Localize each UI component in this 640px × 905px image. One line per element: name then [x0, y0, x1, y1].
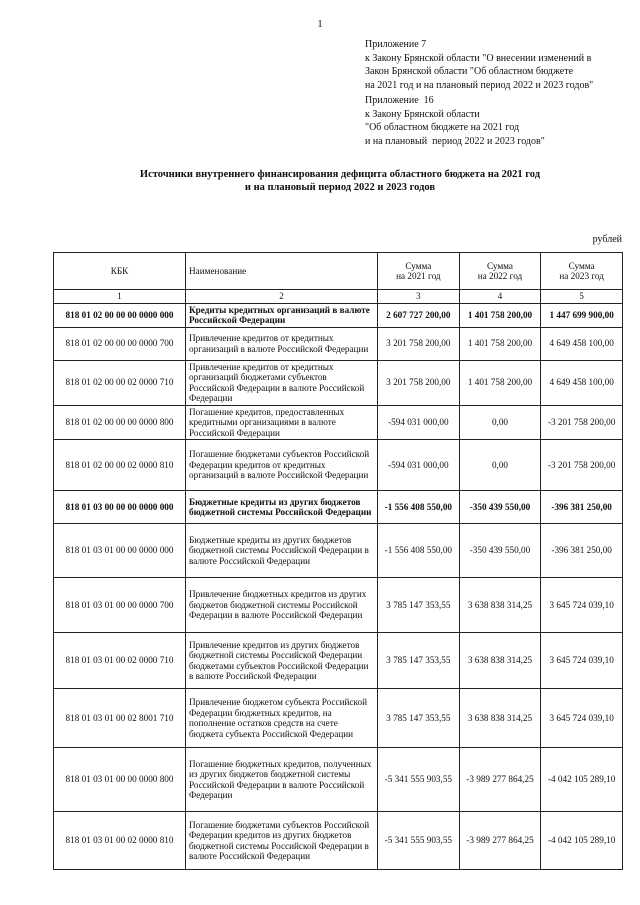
name-cell: Кредиты кредитных организаций в валюте Российской Федерации — [186, 303, 378, 327]
sum-2021-cell: -594 031 000,00 — [378, 405, 460, 440]
kbk-cell: 818 01 03 00 00 00 0000 000 — [54, 491, 186, 524]
table-row — [54, 303, 623, 327]
sum-2021-cell: -5 341 555 903,55 — [378, 812, 460, 870]
header-sum-2023 — [541, 253, 623, 290]
kbk-cell: 818 01 03 01 00 00 0000 000 — [54, 524, 186, 578]
name-cell: Привлечение кредитов от кредитных организаций в валюте Российской Федерации — [186, 327, 378, 360]
name-cell: Бюджетные кредиты из других бюджетов бюджетной системы Российской Федерации — [186, 491, 378, 524]
column-number: 1 — [54, 290, 186, 304]
header-kbk: КБК — [54, 253, 186, 290]
appendix-7-line: Закон Брянской области "Об областном бюджете — [365, 66, 574, 77]
column-number: 3 — [378, 290, 460, 304]
title-line-2: и на плановый период 2022 и 2023 годов — [244, 182, 436, 193]
sum-2023-cell: 3 645 724 039,10 — [541, 633, 623, 689]
column-number-row — [54, 290, 623, 304]
header-sum-2021 — [378, 253, 460, 290]
sum-2023-cell: -3 201 758 200,00 — [541, 405, 623, 440]
units-label: рублей — [592, 234, 622, 245]
header-sum-2023-label: Сумма — [568, 260, 595, 271]
appendix-7-line: Приложение 7 — [365, 39, 427, 50]
sum-2021-cell: 3 785 147 353,55 — [378, 689, 460, 748]
kbk-cell: 818 01 03 01 00 00 0000 800 — [54, 748, 186, 812]
kbk-cell: 818 01 03 01 00 00 0000 700 — [54, 578, 186, 633]
appendix-16-line: к Закону Брянской области — [365, 108, 480, 120]
name-cell: Бюджетные кредиты из других бюджетов бюджетной системы Российской Федерации в валюте Российской Федерации — [186, 524, 378, 578]
sum-2023-cell: -4 042 105 289,10 — [541, 812, 623, 870]
table-row — [54, 360, 623, 405]
sum-2021-cell: -5 341 555 903,55 — [378, 748, 460, 812]
sum-2021-cell: -594 031 000,00 — [378, 440, 460, 491]
sum-2023-cell: 3 645 724 039,10 — [541, 578, 623, 633]
name-cell: Погашение бюджетами субъектов Российской Федерации кредитов из других бюджетов бюджетной системы Российской Федерации в валюте Российской Федерации — [186, 812, 378, 870]
sum-2022-cell: -350 439 550,00 — [459, 524, 541, 578]
sum-2023-cell: 4 649 458 100,00 — [541, 360, 623, 405]
sum-2022-cell: -350 439 550,00 — [459, 491, 541, 524]
header-sum-2022-label: Сумма — [486, 260, 513, 271]
financing-sources-table — [53, 252, 623, 870]
name-cell: Погашение кредитов, предоставленных кредитными организациями в валюте Российской Федерации — [186, 405, 378, 440]
appendix-16-line: и на плановый период 2022 и 2023 годов" — [365, 135, 545, 147]
header-sum-2022-year: на 2022 год — [477, 271, 523, 281]
kbk-cell: 818 01 02 00 00 02 0000 810 — [54, 440, 186, 491]
sum-2023-cell: -4 042 105 289,10 — [541, 748, 623, 812]
sum-2022-cell: 3 638 838 314,25 — [459, 689, 541, 748]
appendix-16-line: "Об областном бюджете на 2021 год — [365, 122, 520, 133]
sum-2022-cell: 0,00 — [459, 440, 541, 491]
sum-2023-cell: 1 447 699 900,00 — [541, 303, 623, 327]
sum-2022-cell: 1 401 758 200,00 — [459, 327, 541, 360]
table-row — [54, 524, 623, 578]
sum-2021-cell: 3 201 758 200,00 — [378, 327, 460, 360]
kbk-cell: 818 01 02 00 00 02 0000 710 — [54, 360, 186, 405]
name-cell: Привлечение кредитов от кредитных организаций бюджетами субъектов Российской Федерации в валюте Российской Федерации — [186, 360, 378, 405]
table-row — [54, 633, 623, 689]
kbk-cell: 818 01 03 01 00 02 0000 810 — [54, 812, 186, 870]
appendix-16-header — [365, 94, 545, 148]
sum-2022-cell: 1 401 758 200,00 — [459, 303, 541, 327]
sum-2023-cell: -3 201 758 200,00 — [541, 440, 623, 491]
sum-2021-cell: 3 785 147 353,55 — [378, 633, 460, 689]
column-number: 4 — [459, 290, 541, 304]
kbk-cell: 818 01 02 00 00 00 0000 000 — [54, 303, 186, 327]
sum-2022-cell: 3 638 838 314,25 — [459, 578, 541, 633]
name-cell: Привлечение бюджетных кредитов из других бюджетов бюджетной системы Российской Федерации в валюте Российской Федерации — [186, 578, 378, 633]
kbk-cell: 818 01 02 00 00 00 0000 800 — [54, 405, 186, 440]
table-body — [54, 303, 623, 870]
sum-2021-cell: 3 785 147 353,55 — [378, 578, 460, 633]
header-sum-2021-year: на 2021 год — [396, 271, 441, 281]
sum-2021-cell: -1 556 408 550,00 — [378, 524, 460, 578]
sum-2023-cell: -396 381 250,00 — [541, 491, 623, 524]
column-number: 5 — [541, 290, 623, 304]
title-line-1: Источники внутреннего финансирования дефицита областного бюджета на 2021 год — [139, 169, 541, 180]
table-row — [54, 491, 623, 524]
sum-2022-cell: 0,00 — [459, 405, 541, 440]
table-row — [54, 440, 623, 491]
header-sum-2022 — [459, 253, 541, 290]
name-cell: Привлечение кредитов из других бюджетов бюджетной системы Российской Федерации бюджетами субъектов Российской Федерации в валюте Российской Федерации — [186, 633, 378, 689]
table-row — [54, 327, 623, 360]
sum-2022-cell: 1 401 758 200,00 — [459, 360, 541, 405]
kbk-cell: 818 01 02 00 00 00 0000 700 — [54, 327, 186, 360]
header-name: Наименование — [186, 253, 378, 290]
header-sum-2023-year: на 2023 год — [559, 271, 604, 281]
sum-2022-cell: -3 989 277 864,25 — [459, 748, 541, 812]
sum-2023-cell: -396 381 250,00 — [541, 524, 623, 578]
sum-2021-cell: 2 607 727 200,00 — [378, 303, 460, 327]
kbk-cell: 818 01 03 01 00 02 8001 710 — [54, 689, 186, 748]
name-cell: Привлечение бюджетом субъекта Российской Федерации бюджетных кредитов, на пополнение остатков средств на счете бюджета субъекта Российской Федерации — [186, 689, 378, 748]
sum-2023-cell: 4 649 458 100,00 — [541, 327, 623, 360]
appendix-7-line: к Закону Брянской области "О внесении изменений в — [365, 52, 592, 64]
page-number: 1 — [317, 18, 323, 30]
name-cell: Погашение бюджетных кредитов, полученных из других бюджетов бюджетной системы Российской Федерации в валюте Российской Федерации — [186, 748, 378, 812]
name-cell: Погашение бюджетами субъектов Российской Федерации кредитов от кредитных организаций в валюте Российской Федерации — [186, 440, 378, 491]
table-header-row — [54, 253, 623, 290]
appendix-7-header — [365, 38, 593, 92]
kbk-cell: 818 01 03 01 00 02 0000 710 — [54, 633, 186, 689]
table-row — [54, 748, 623, 812]
header-sum-2021-label: Сумма — [405, 260, 432, 271]
table-row — [54, 812, 623, 870]
appendix-16-line: Приложение 16 — [365, 95, 434, 106]
sum-2021-cell: -1 556 408 550,00 — [378, 491, 460, 524]
sum-2022-cell: -3 989 277 864,25 — [459, 812, 541, 870]
table-row — [54, 405, 623, 440]
sum-2021-cell: 3 201 758 200,00 — [378, 360, 460, 405]
appendix-7-line: на 2021 год и на плановый период 2022 и 2023 годов" — [365, 79, 594, 91]
table-row — [54, 689, 623, 748]
sum-2023-cell: 3 645 724 039,10 — [541, 689, 623, 748]
column-number: 2 — [186, 290, 378, 304]
table-row — [54, 578, 623, 633]
sum-2022-cell: 3 638 838 314,25 — [459, 633, 541, 689]
document-title — [60, 168, 620, 194]
